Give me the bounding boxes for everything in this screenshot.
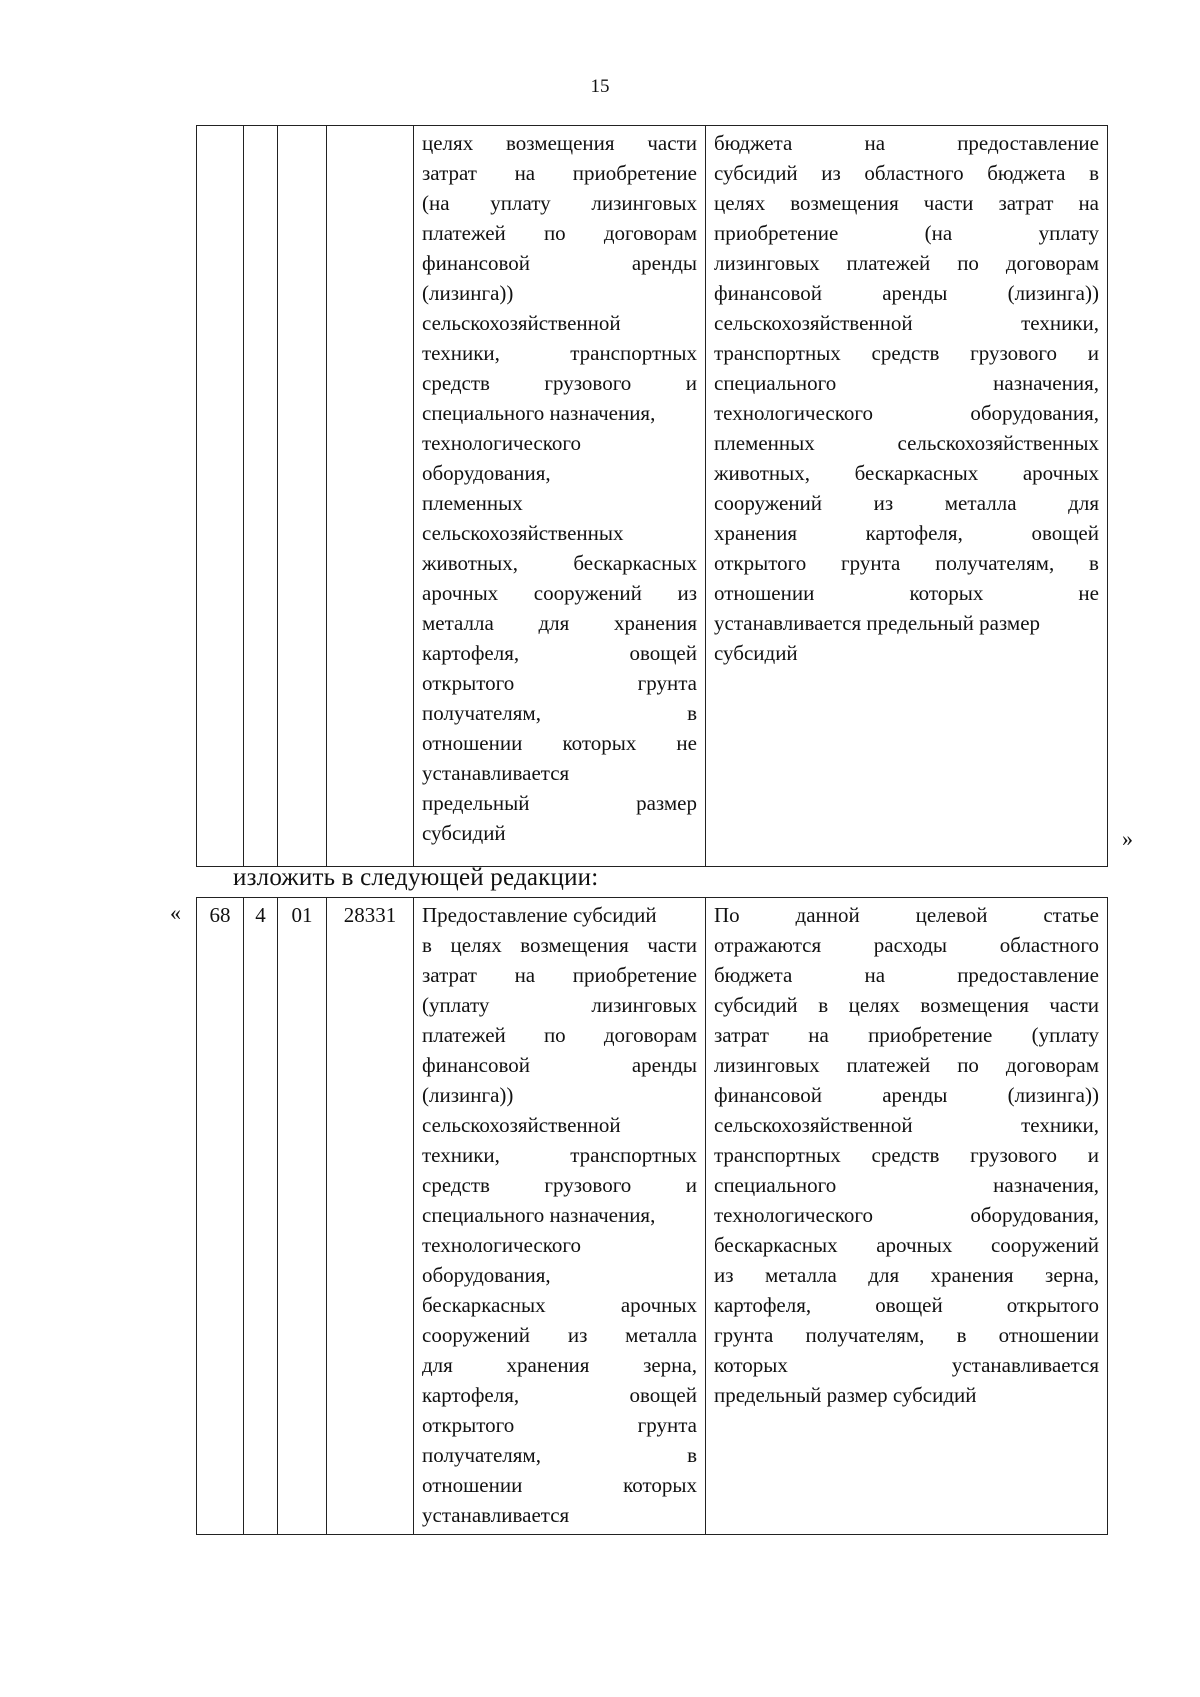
- text-line: [422, 638, 697, 668]
- word: (лизинга)): [1007, 281, 1099, 305]
- word: сельскохозяйственной: [714, 1113, 913, 1137]
- word: затрат: [422, 161, 477, 185]
- text-line: [714, 1020, 1099, 1050]
- word: племенных: [714, 431, 815, 455]
- word: оборудования,: [970, 401, 1099, 425]
- word: назначения,: [993, 1173, 1099, 1197]
- word: бескаркасных: [854, 461, 979, 485]
- word: на: [514, 963, 536, 987]
- text-line: племенных: [422, 491, 523, 515]
- word: (на: [924, 221, 953, 245]
- word: металла: [765, 1263, 837, 1287]
- text-line: [422, 128, 697, 158]
- text-line: [714, 990, 1099, 1020]
- word: картофеля,: [422, 641, 520, 665]
- word: отражаются: [714, 933, 822, 957]
- word: (лизинга)): [1007, 1083, 1099, 1107]
- text-line: устанавливается: [422, 1503, 570, 1527]
- word: получателям,: [805, 1323, 925, 1347]
- word: арочных: [876, 1233, 953, 1257]
- text-line: субсидий: [714, 641, 798, 665]
- word: которых: [623, 1473, 697, 1497]
- table-new-row: [196, 897, 1108, 1535]
- text-line: (лизинга)): [422, 1083, 514, 1107]
- word: грунта: [637, 671, 697, 695]
- word: части: [647, 933, 697, 957]
- text-line: [714, 578, 1099, 608]
- word: и: [1087, 1143, 1099, 1167]
- text-line: [422, 1320, 697, 1350]
- text-line: [422, 548, 697, 578]
- word: субсидий: [714, 993, 798, 1017]
- word: технологического: [714, 1203, 873, 1227]
- text-line: [422, 1440, 697, 1470]
- text-line: [714, 488, 1099, 518]
- text-line: [714, 900, 1099, 930]
- text-line: [714, 278, 1099, 308]
- word: по: [543, 221, 566, 245]
- word: лизинговых: [714, 1053, 820, 1077]
- word: уплату: [1038, 221, 1099, 245]
- word: арочных: [422, 581, 499, 605]
- word: приобретение: [572, 963, 697, 987]
- text-line: [422, 1380, 697, 1410]
- word: назначения,: [993, 371, 1099, 395]
- word: лизинговых: [591, 993, 697, 1017]
- text-line: [714, 248, 1099, 278]
- word: сооружений: [990, 1233, 1099, 1257]
- word: (уплату: [1031, 1023, 1099, 1047]
- word: оборудования,: [970, 1203, 1099, 1227]
- word: целях: [450, 933, 502, 957]
- word: не: [1078, 581, 1099, 605]
- text-line: [422, 608, 697, 638]
- code-cell-3: [278, 126, 327, 867]
- code-cell-2: [244, 126, 278, 867]
- word: в: [1089, 551, 1099, 575]
- word: получателям,: [935, 551, 1055, 575]
- word: и: [685, 1173, 697, 1197]
- word: в: [687, 701, 697, 725]
- word: в: [818, 993, 829, 1017]
- word: в: [956, 1323, 967, 1347]
- text-line: [422, 788, 697, 818]
- word: картофеля,: [714, 1293, 812, 1317]
- word: зерна,: [643, 1353, 697, 1377]
- text-line: [714, 308, 1099, 338]
- description-cell: [706, 898, 1108, 1535]
- word: по: [957, 1053, 979, 1077]
- word: хранения: [613, 611, 697, 635]
- code-cell-1: [197, 126, 244, 867]
- text-line: [714, 1260, 1099, 1290]
- word: для: [868, 1263, 900, 1287]
- word: хранения: [930, 1263, 1014, 1287]
- word: бюджета: [714, 131, 793, 155]
- word: расходы: [873, 933, 948, 957]
- word: открытого: [1006, 1293, 1099, 1317]
- word: финансовой: [422, 251, 530, 275]
- word: сооружений: [714, 491, 823, 515]
- text-line: [714, 960, 1099, 990]
- word: части: [1049, 993, 1099, 1017]
- word: части: [923, 191, 974, 215]
- text-line: [422, 728, 697, 758]
- word: возмещения: [506, 131, 615, 155]
- word: бескаркасных: [573, 551, 697, 575]
- text-line: устанавливается: [422, 761, 570, 785]
- word: субсидий: [714, 161, 798, 185]
- text-line: [422, 1470, 697, 1500]
- text-line: [422, 248, 697, 278]
- description-cell: [706, 126, 1108, 867]
- word: бескаркасных: [714, 1233, 838, 1257]
- word: По: [714, 903, 740, 927]
- word: и: [685, 371, 697, 395]
- text-line: [422, 698, 697, 728]
- text-line: [422, 1410, 697, 1440]
- word: уплату: [490, 191, 551, 215]
- word: предельный: [422, 791, 530, 815]
- word: предоставление: [957, 131, 1099, 155]
- word: областного: [864, 161, 964, 185]
- text-line: [714, 428, 1099, 458]
- word: грунта: [637, 1413, 697, 1437]
- text-line: [714, 1320, 1099, 1350]
- word: из: [821, 161, 841, 185]
- code-cell-4: [327, 126, 414, 867]
- word: зерна,: [1045, 1263, 1099, 1287]
- text-line: [422, 188, 697, 218]
- word: в: [687, 1443, 697, 1467]
- text-line: [422, 368, 697, 398]
- word: бескаркасных: [422, 1293, 546, 1317]
- text-line: [714, 338, 1099, 368]
- word: договорам: [1005, 1053, 1099, 1077]
- word: договорам: [1005, 251, 1099, 275]
- word: платежей: [422, 221, 506, 245]
- word: из: [714, 1263, 734, 1287]
- text-line: [422, 1170, 697, 1200]
- word: из: [873, 491, 894, 515]
- word: животных,: [714, 461, 811, 485]
- word: которых: [909, 581, 984, 605]
- word: платежей: [422, 1023, 506, 1047]
- text-line: [714, 188, 1099, 218]
- word: транспортных: [714, 1143, 841, 1167]
- word: целях: [848, 993, 900, 1017]
- word: сооружений: [533, 581, 642, 605]
- text-line: [422, 960, 697, 990]
- name-cell: [414, 126, 706, 867]
- word: овощей: [629, 1383, 697, 1407]
- word: отношении: [714, 581, 815, 605]
- word: затрат: [422, 963, 477, 987]
- word: арочных: [620, 1293, 697, 1317]
- word: овощей: [875, 1293, 943, 1317]
- text-line: [714, 1350, 1099, 1380]
- text-line: [714, 158, 1099, 188]
- text-line: [714, 1230, 1099, 1260]
- text-line: [422, 338, 697, 368]
- word: грузового: [544, 1173, 632, 1197]
- text-line: [422, 578, 697, 608]
- word: на: [864, 131, 886, 155]
- word: сооружений: [422, 1323, 531, 1347]
- word: платежей: [846, 251, 931, 275]
- word: целях: [422, 131, 474, 155]
- word: приобретение: [572, 161, 697, 185]
- text-line: [714, 128, 1099, 158]
- word: которых: [714, 1353, 788, 1377]
- text-line: [714, 1080, 1099, 1110]
- text-line: [422, 1350, 697, 1380]
- text-line: [714, 398, 1099, 428]
- word: договорам: [603, 221, 697, 245]
- word: на: [514, 161, 536, 185]
- word: сельскохозяйственной: [714, 311, 913, 335]
- word: отношении: [422, 1473, 523, 1497]
- word: техники,: [422, 1143, 500, 1167]
- text-line: оборудования,: [422, 461, 551, 485]
- text-line: предельный размер субсидий: [714, 1383, 977, 1407]
- word: открытого: [714, 551, 807, 575]
- word: аренды: [882, 1083, 948, 1107]
- word: специального: [714, 371, 837, 395]
- text-line: [422, 218, 697, 248]
- word: сельскохозяйственных: [897, 431, 1099, 455]
- text-line: устанавливается предельный размер: [714, 611, 1041, 635]
- word: грузового: [970, 1143, 1058, 1167]
- word: из: [677, 581, 697, 605]
- text-line: [714, 548, 1099, 578]
- word: животных,: [422, 551, 519, 575]
- word: на: [1078, 191, 1099, 215]
- text-line: [714, 368, 1099, 398]
- word: овощей: [629, 641, 697, 665]
- code-cell-4: 28331: [327, 898, 414, 1535]
- word: техники,: [1021, 311, 1099, 335]
- text-line: [714, 518, 1099, 548]
- text-line: [714, 1140, 1099, 1170]
- word: техники,: [1021, 1113, 1099, 1137]
- word: возмещения: [920, 993, 1029, 1017]
- text-line: Предоставление субсидий: [422, 903, 657, 927]
- word: платежей: [846, 1053, 931, 1077]
- text-line: [422, 990, 697, 1020]
- word: бюджета: [987, 161, 1066, 185]
- text-line: [422, 1290, 697, 1320]
- text-line: оборудования,: [422, 1263, 551, 1287]
- word: грузового: [970, 341, 1058, 365]
- word: целях: [714, 191, 766, 215]
- text-line: [422, 668, 697, 698]
- text-line: [422, 158, 697, 188]
- word: которых: [562, 731, 637, 755]
- word: целевой: [915, 903, 988, 927]
- word: транспортных: [714, 341, 841, 365]
- word: возмещения: [520, 933, 629, 957]
- word: средств: [422, 371, 490, 395]
- text-line: [714, 458, 1099, 488]
- word: по: [957, 251, 979, 275]
- word: средств: [422, 1173, 490, 1197]
- opening-quote: «: [170, 900, 181, 925]
- text-line: технологического: [422, 431, 581, 455]
- word: металла: [625, 1323, 697, 1347]
- word: на: [808, 1023, 829, 1047]
- text-line: [714, 1200, 1099, 1230]
- word: на: [864, 963, 886, 987]
- word: открытого: [422, 671, 515, 695]
- text-line: сельскохозяйственной: [422, 311, 621, 335]
- table-row: [197, 126, 1108, 867]
- word: лизинговых: [714, 251, 820, 275]
- amendment-caption: изложить в следующей редакции:: [233, 864, 599, 891]
- word: хранения: [506, 1353, 590, 1377]
- text-line: [714, 1110, 1099, 1140]
- word: специального: [714, 1173, 837, 1197]
- word: затрат: [998, 191, 1054, 215]
- word: металла: [422, 611, 494, 635]
- text-line: (лизинга)): [422, 281, 514, 305]
- word: технологического: [714, 401, 873, 425]
- word: части: [647, 131, 697, 155]
- text-line: [422, 1140, 697, 1170]
- word: (на: [422, 191, 450, 215]
- page-number: 15: [590, 76, 610, 97]
- closing-quote: »: [1122, 826, 1133, 851]
- text-line: [422, 930, 697, 960]
- word: не: [676, 731, 697, 755]
- word: транспортных: [570, 1143, 697, 1167]
- word: аренды: [631, 1053, 697, 1077]
- word: грузового: [544, 371, 632, 395]
- word: отношении: [422, 731, 523, 755]
- word: грунта: [841, 551, 901, 575]
- text-line: [714, 1050, 1099, 1080]
- code-cell-2: 4: [244, 898, 278, 1535]
- word: предоставление: [957, 963, 1099, 987]
- word: средств: [871, 1143, 940, 1167]
- word: в: [422, 933, 432, 957]
- word: из: [567, 1323, 588, 1347]
- word: затрат: [714, 1023, 769, 1047]
- word: финансовой: [422, 1053, 530, 1077]
- word: договорам: [603, 1023, 697, 1047]
- text-line: специального назначения,: [422, 401, 656, 425]
- word: арочных: [1022, 461, 1099, 485]
- word: получателям,: [422, 1443, 541, 1467]
- word: металла: [944, 491, 1017, 515]
- table-row: [197, 898, 1108, 1535]
- word: областного: [999, 933, 1099, 957]
- word: финансовой: [714, 281, 822, 305]
- word: для: [422, 1353, 453, 1377]
- word: лизинговых: [591, 191, 697, 215]
- code-cell-3: 01: [278, 898, 327, 1535]
- table-continued-row: [196, 125, 1108, 867]
- text-line: [422, 1020, 697, 1050]
- word: грунта: [714, 1323, 774, 1347]
- text-line: сельскохозяйственных: [422, 521, 624, 545]
- word: размер: [636, 791, 697, 815]
- word: (уплату: [422, 993, 490, 1017]
- word: бюджета: [714, 963, 793, 987]
- word: отношении: [998, 1323, 1099, 1347]
- word: транспортных: [570, 341, 697, 365]
- word: статье: [1043, 903, 1099, 927]
- text-line: специального назначения,: [422, 1203, 656, 1227]
- word: приобретение: [868, 1023, 993, 1047]
- word: устанавливается: [951, 1353, 1099, 1377]
- text-line: [422, 1050, 697, 1080]
- word: для: [538, 611, 570, 635]
- word: в: [1089, 161, 1099, 185]
- word: картофеля,: [422, 1383, 520, 1407]
- text-line: [714, 1290, 1099, 1320]
- word: аренды: [631, 251, 697, 275]
- text-line: [714, 930, 1099, 960]
- text-line: субсидий: [422, 821, 506, 845]
- word: по: [543, 1023, 566, 1047]
- text-line: технологического: [422, 1233, 581, 1257]
- word: возмещения: [790, 191, 899, 215]
- word: техники,: [422, 341, 500, 365]
- word: приобретение: [714, 221, 839, 245]
- word: данной: [795, 903, 860, 927]
- code-cell-1: 68: [197, 898, 244, 1535]
- text-line: сельскохозяйственной: [422, 1113, 621, 1137]
- text-line: [714, 218, 1099, 248]
- name-cell: [414, 898, 706, 1535]
- word: аренды: [882, 281, 948, 305]
- word: и: [1087, 341, 1099, 365]
- text-line: [714, 1170, 1099, 1200]
- word: хранения: [714, 521, 798, 545]
- word: финансовой: [714, 1083, 822, 1107]
- word: для: [1068, 491, 1099, 515]
- word: открытого: [422, 1413, 515, 1437]
- word: овощей: [1031, 521, 1099, 545]
- word: получателям,: [422, 701, 541, 725]
- word: средств: [871, 341, 940, 365]
- word: картофеля,: [865, 521, 963, 545]
